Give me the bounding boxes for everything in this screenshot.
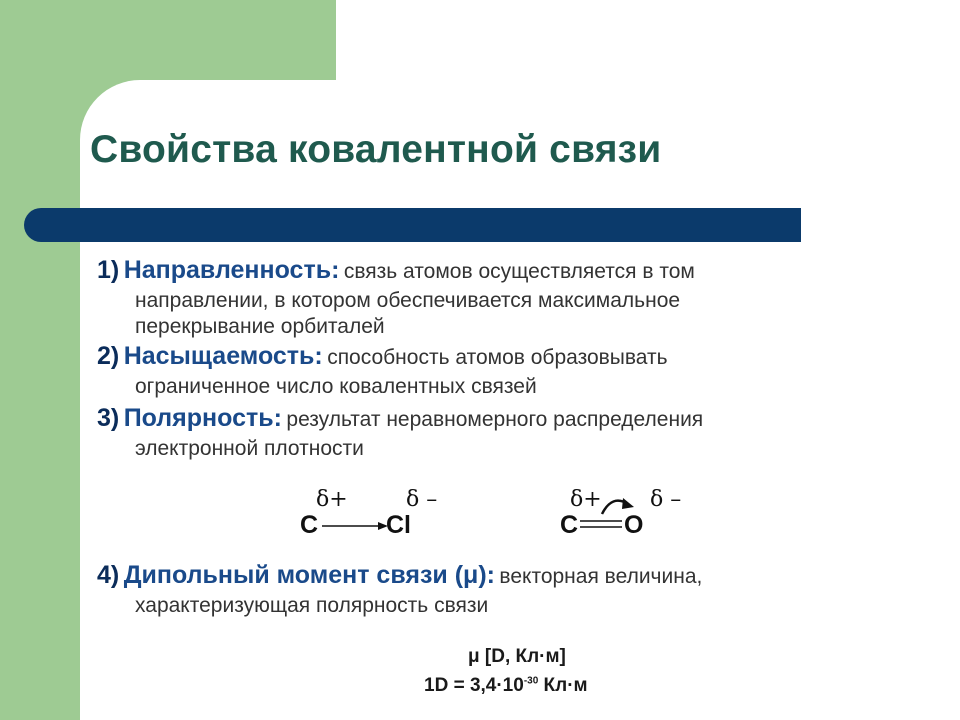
green-left-strip [0,0,80,720]
property-item-saturation [97,342,897,400]
delta-plus-label: δ+ [316,487,348,512]
electron-shift-arrowhead [622,498,634,509]
item-number: 2) [97,342,120,370]
delta-minus-label: δ – [406,487,438,512]
content-panel [80,80,960,720]
polarity-diagram [290,480,710,550]
oxygen-atom-label: O [624,511,644,539]
item-number: 3) [97,404,120,432]
item-number: 4) [97,561,120,589]
property-item-directionality [97,256,897,340]
item-continuation: перекрывание орбиталей [135,315,385,338]
item-continuation: электронной плотности [135,437,364,460]
item-description: способность атомов образовывать [327,346,668,369]
delta-plus-label: δ+ [570,487,602,512]
c-cl-bond-diagram [300,487,437,539]
item-term: Дипольный момент связи (μ): [123,561,495,589]
item-continuation: характеризующая полярность связи [135,594,489,617]
debye-definition-formula [424,675,588,697]
slide-title: Свойства ковалентной связи [90,128,662,171]
formula-suffix: Кл·м [538,675,588,696]
item-term: Полярность: [123,404,282,432]
item-continuation: направлении, в котором обеспечивается максимальное [135,289,681,312]
c-o-bond-diagram [560,487,681,539]
item-number: 1) [97,256,120,284]
item-description: связь атомов осуществляется в том [343,260,695,283]
property-item-dipole-moment [97,561,897,619]
item-description: векторная величина, [499,565,703,588]
property-item-polarity [97,404,897,462]
delta-minus-label: δ – [650,487,682,512]
title-underline-bar [24,208,801,242]
item-term: Направленность: [123,256,340,284]
chlorine-atom-label: Cl [386,511,411,539]
dipole-unit-formula: μ [D, Кл·м] [468,646,566,667]
carbon-atom-label: C [300,511,319,539]
formula-exponent: -30 [523,675,539,687]
formula-prefix: 1D = 3,4·10 [424,675,524,696]
item-term: Насыщаемость: [123,342,323,370]
item-description: результат неравномерного распределения [286,408,704,431]
carbon-atom-label: C [560,511,579,539]
item-continuation: ограниченное число ковалентных связей [135,375,537,398]
